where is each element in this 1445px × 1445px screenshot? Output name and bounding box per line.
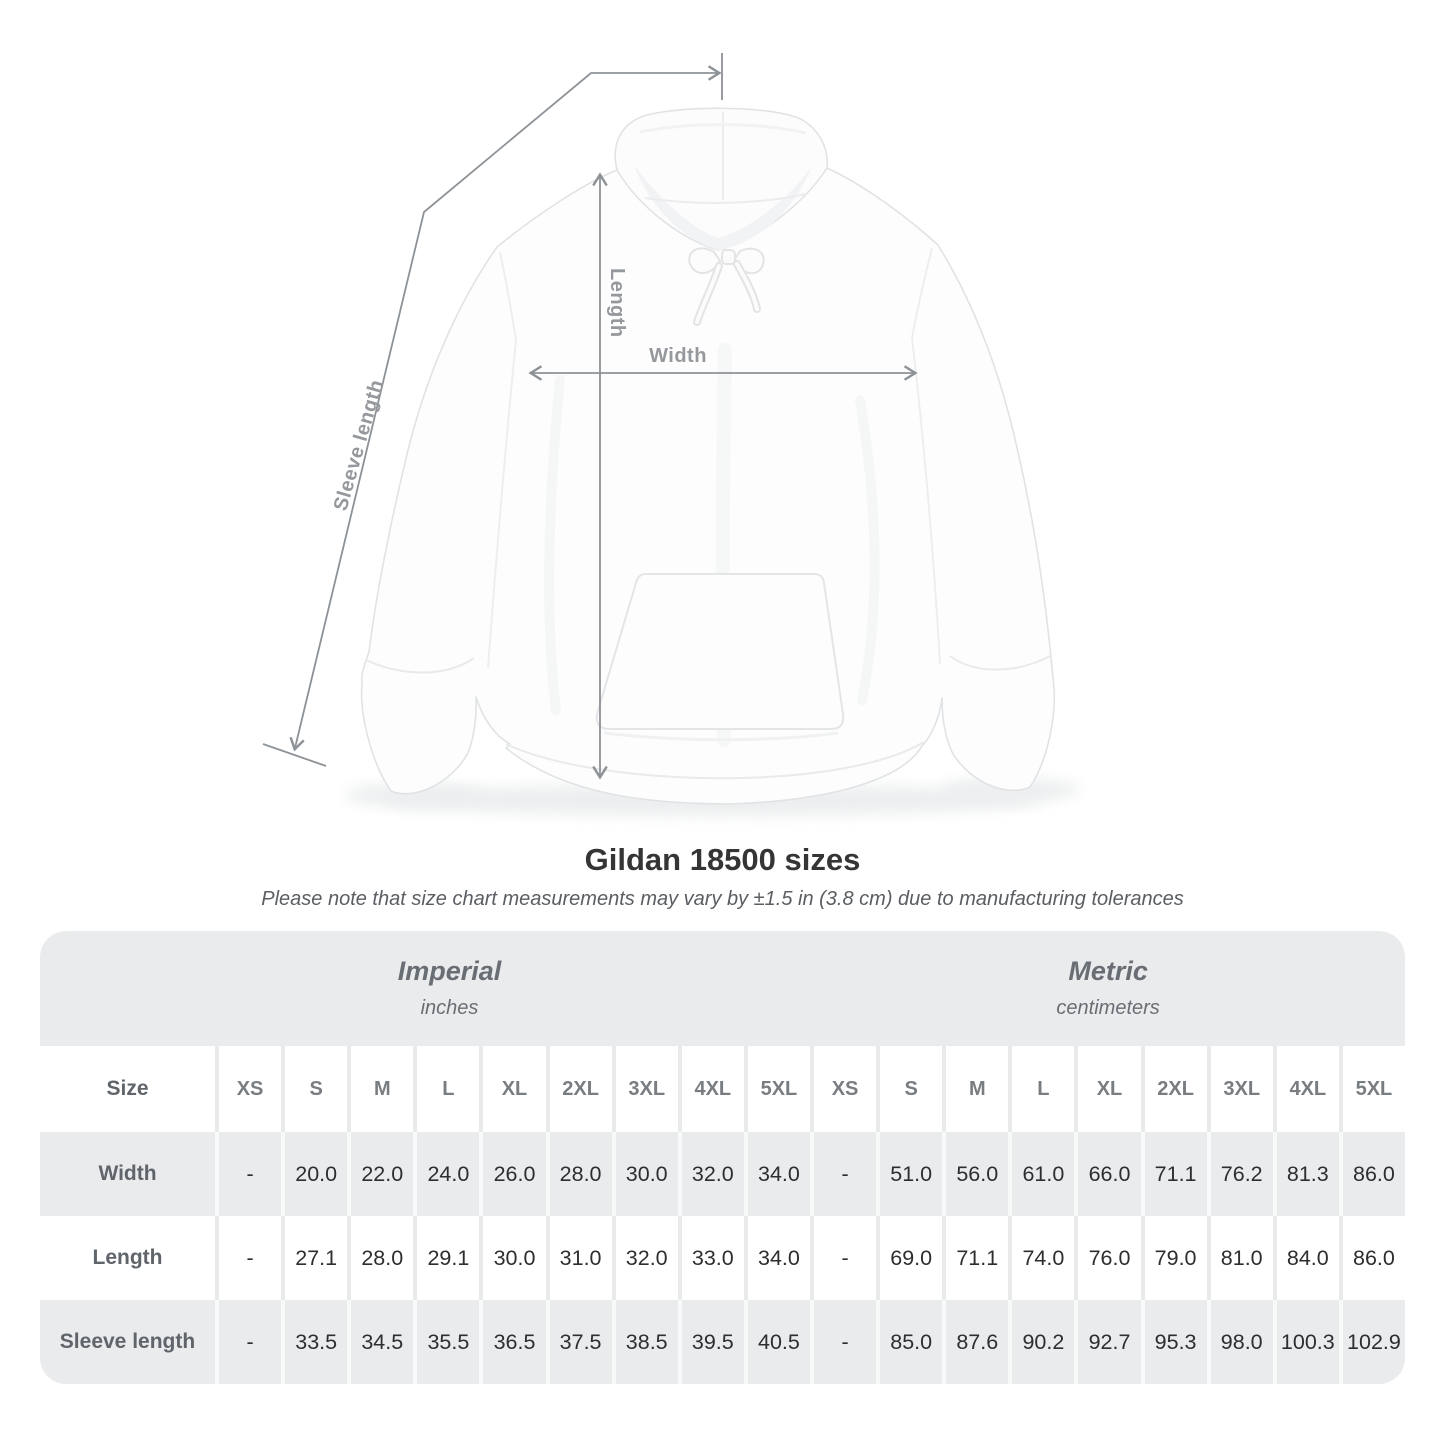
measurement-value-cell: 76.2 [1207,1132,1273,1216]
measurement-value-cell: 92.7 [1074,1300,1140,1384]
measurement-value-cell: - [215,1132,281,1216]
page-title: Gildan 18500 sizes [584,842,861,877]
size-header-cell: 2XL [1141,1046,1207,1132]
size-header-cell: 3XL [1207,1046,1273,1132]
size-header-cell: XL [479,1046,545,1132]
size-column-header: Size [40,1046,215,1132]
measurement-value-cell: 86.0 [1339,1132,1405,1216]
measurement-value-cell: 84.0 [1273,1216,1339,1300]
measurement-value-cell: 28.0 [546,1132,612,1216]
measurement-value-cell: 36.5 [479,1300,545,1384]
size-header-cell: 5XL [744,1046,810,1132]
measurement-value-cell: 34.0 [744,1216,810,1300]
size-header-cell: L [1008,1046,1074,1132]
measurement-row-label: Sleeve length [40,1300,215,1384]
measurement-value-cell: 81.3 [1273,1132,1339,1216]
measurement-value-cell: 30.0 [612,1132,678,1216]
measurement-value-cell: 102.9 [1339,1300,1405,1384]
measurement-value-cell: 33.0 [678,1216,744,1300]
kangaroo-pocket [597,574,844,729]
measurement-value-cell: 33.5 [281,1300,347,1384]
size-header-cell: M [347,1046,413,1132]
size-grid [40,1046,1405,1384]
measurement-value-cell: 56.0 [942,1132,1008,1216]
length-label: Length [606,268,628,338]
unit-system-band [40,931,1405,1046]
measurement-value-cell: 37.5 [546,1300,612,1384]
measurement-value-cell: 76.0 [1074,1216,1140,1300]
size-header-cell: 3XL [612,1046,678,1132]
measurement-value-cell: 22.0 [347,1132,413,1216]
measurement-value-cell: - [810,1300,876,1384]
measurement-value-cell: 81.0 [1207,1216,1273,1300]
measurement-value-cell: 31.0 [546,1216,612,1300]
size-header-cell: XS [810,1046,876,1132]
measurement-value-cell: 74.0 [1008,1216,1074,1300]
measurement-value-cell: 29.1 [413,1216,479,1300]
measurement-value-cell: 98.0 [1207,1300,1273,1384]
width-label: Width [649,345,707,367]
measurement-value-cell: - [810,1216,876,1300]
measurement-value-cell: 86.0 [1339,1216,1405,1300]
size-header-cell: XS [215,1046,281,1132]
sleeve-length-label: Sleeve length [329,377,389,514]
measurement-value-cell: 71.1 [942,1216,1008,1300]
size-header-cell: S [876,1046,942,1132]
size-header-cell: 2XL [546,1046,612,1132]
measurement-value-cell: 61.0 [1008,1132,1074,1216]
measurement-row-label: Width [40,1132,215,1216]
measurement-value-cell: 34.0 [744,1132,810,1216]
size-table [40,931,1405,1384]
measurement-value-cell: 28.0 [347,1216,413,1300]
size-header-cell: 5XL [1339,1046,1405,1132]
measurement-value-cell: 24.0 [413,1132,479,1216]
measurement-value-cell: 95.3 [1141,1300,1207,1384]
measurement-value-cell: 90.2 [1008,1300,1074,1384]
measurement-value-cell: 35.5 [413,1300,479,1384]
tolerance-note: Please note that size chart measurements may vary by ±1.5 in (3.8 cm) due to manufacturing tolerances [261,888,1184,910]
imperial-title: Imperial [397,956,502,986]
hoodie-graphic [362,108,1055,804]
measurement-value-cell: 79.0 [1141,1216,1207,1300]
size-header-cell: XL [1074,1046,1140,1132]
measurement-value-cell: 71.1 [1141,1132,1207,1216]
measurement-value-cell: 39.5 [678,1300,744,1384]
imperial-unit: inches [420,997,479,1019]
measurement-value-cell: 87.6 [942,1300,1008,1384]
measurement-value-cell: - [215,1216,281,1300]
metric-unit: centimeters [1056,997,1160,1019]
measurement-value-cell: 32.0 [678,1132,744,1216]
measurement-value-cell: 27.1 [281,1216,347,1300]
measurement-value-cell: - [215,1300,281,1384]
measurement-value-cell: 100.3 [1273,1300,1339,1384]
measurement-value-cell: 69.0 [876,1216,942,1300]
measurement-value-cell: - [810,1132,876,1216]
size-header-cell: 4XL [1273,1046,1339,1132]
measurement-value-cell: 32.0 [612,1216,678,1300]
measurement-value-cell: 38.5 [612,1300,678,1384]
measurement-value-cell: 85.0 [876,1300,942,1384]
measurement-value-cell: 51.0 [876,1132,942,1216]
measurement-value-cell: 34.5 [347,1300,413,1384]
measurement-value-cell: 30.0 [479,1216,545,1300]
imperial-section-header [40,955,859,1020]
size-header-cell: L [413,1046,479,1132]
size-header-cell: S [281,1046,347,1132]
measurement-value-cell: 26.0 [479,1132,545,1216]
size-header-cell: 4XL [678,1046,744,1132]
measurement-value-cell: 40.5 [744,1300,810,1384]
measurement-value-cell: 66.0 [1074,1132,1140,1216]
metric-title: Metric [1068,956,1148,986]
size-header-cell: M [942,1046,1008,1132]
metric-section-header [811,955,1405,1020]
measurement-value-cell: 20.0 [281,1132,347,1216]
measurement-row-label: Length [40,1216,215,1300]
